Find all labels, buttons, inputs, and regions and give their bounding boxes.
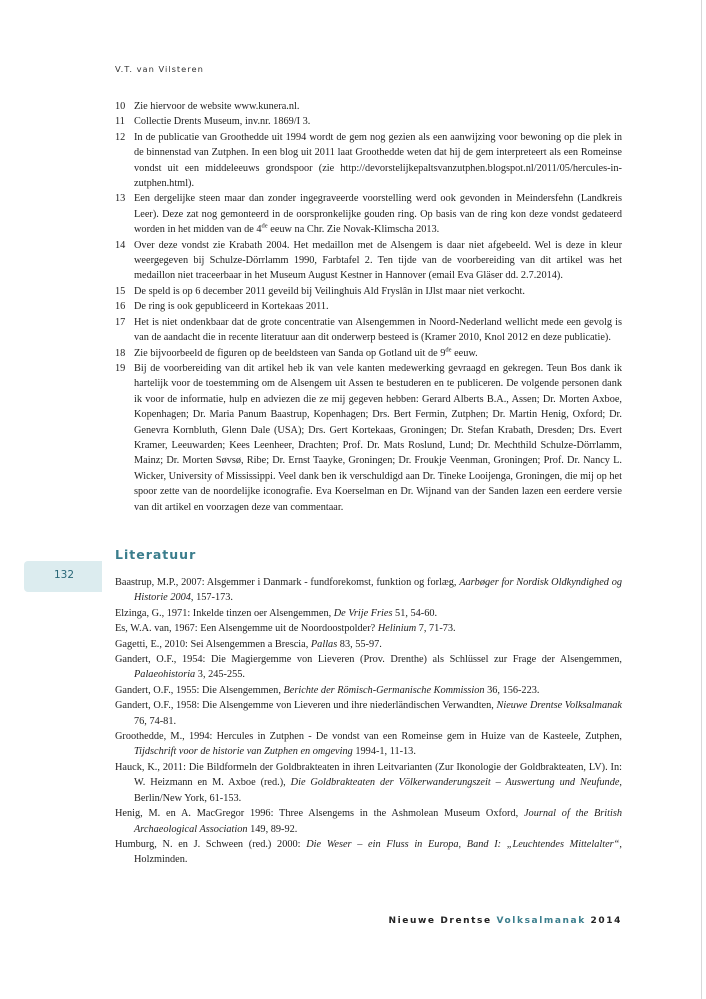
reference-entry (115, 621, 622, 636)
reference-text: 3, 245-255. (195, 669, 245, 681)
endnote-number: 14 (115, 239, 126, 251)
reference-text: Humburg, N. en J. Schween (red.) 2000: (115, 838, 307, 850)
superscript: de (261, 222, 268, 230)
endnote-number: 16 (115, 301, 126, 313)
reference-title: De Vrije Fries (333, 607, 393, 619)
endnote (115, 114, 622, 129)
reference-entry (115, 637, 622, 652)
reference-entry (115, 606, 622, 621)
endnote-text: Zie hiervoor de website www.kunera.nl. (134, 101, 300, 112)
footer-journal-name: Nieuwe Drentse (388, 916, 497, 926)
reference-title: Nieuwe Drentse Volksalmanak (496, 700, 622, 712)
reference-title: Die Weser – ein Fluss in Europa, Band I: „Leuchtendes Mittelalter“ (306, 838, 620, 850)
endnote-text (134, 346, 622, 361)
reference-text: Elzinga, G., 1971: Inkelde tinzen oer Alsengemmen, (115, 607, 334, 619)
reference-text: Gandert, O.F., 1955: Die Alsengemmen, (115, 684, 284, 696)
reference-text: Gagetti, E., 2010: Sei Alsengemmen a Brescia, (115, 638, 311, 650)
reference-text: Gandert, O.F., 1954: Die Magiergemme von Lieveren (Prov. Drenthe) als Schlüssel zur Frage der Alsengemmen, (115, 654, 622, 666)
reference-title: Helinium (377, 623, 417, 635)
reference-text: 51, 54-60. (392, 607, 438, 619)
endnote-number: 10 (115, 101, 126, 112)
endnote (115, 284, 622, 299)
reference-text: 36, 156-223. (484, 684, 540, 696)
endnote-text (134, 191, 622, 237)
page-edge-line (701, 0, 702, 999)
endnote (115, 299, 622, 314)
endnote (115, 99, 622, 114)
reference-title: Berichte der Römisch-Germanische Kommission (283, 684, 485, 696)
reference-text: , 157-173. (190, 592, 233, 604)
reference-text: Henig, M. en A. MacGregor 1996: Three Alsengems in the Ashmolean Museum Oxford, (115, 808, 524, 820)
reference-entry (115, 652, 622, 683)
reference-text: 83, 55-97. (337, 638, 382, 650)
reference-list (115, 575, 622, 868)
page-number: 132 (54, 569, 75, 581)
reference-text: Baastrup, M.P., 2007: Alsgemmer i Danmark - fundforekomst, funktion og forlæg, (115, 577, 460, 588)
reference-title: Tijdschrift voor de historie van Zutphen en omgeving (134, 746, 353, 758)
endnote-number: 12 (115, 131, 126, 143)
endnote-text: In de publicatie van Groothedde uit 1994 wordt de gem nog gezien als een aanwijzing voor bewoning op die plek in de binnenstad van Zutphen. In een blog uit 2011 laat Groothedde weten dat hij de gem interpreteert als een Romeinse vondst uit een middeleeuws grondspoor (zie http://devorstelijkepaltsvanzutphen.blogspot.nl/2011/05/hercules-in-zutphen.html). (134, 131, 622, 190)
reference-text: Gandert, O.F., 1958: Die Alsengemme von Lieveren und ihre niederländischen Verwandten, (115, 700, 497, 712)
endnote (115, 346, 622, 361)
endnote-number: 17 (115, 316, 126, 328)
reference-entry (115, 760, 622, 806)
endnote-text: Collectie Drents Museum, inv.nr. 1869/I 3. (134, 116, 311, 128)
reference-title: Pallas (310, 638, 338, 650)
endnote-text: Het is niet ondenkbaar dat de grote concentratie van Alsengemmen in Noord-Nederland wellicht mede een gevolg is van de aandacht die in recente literatuur aan dit onderwerp besteed is (Kramer 2010, Knol 2012 en deze publicatie). (134, 316, 622, 344)
endnote-text-part: Zie bijvoorbeeld de figuren op de beeldsteen van Sanda op Gotland uit de 9 (134, 347, 446, 359)
reference-entry (115, 837, 622, 868)
journal-footer (388, 916, 622, 926)
endnote-text-part: eeuw na Chr. Zie Novak-Klimscha 2013. (267, 224, 440, 236)
reference-entry (115, 806, 622, 837)
reference-text: 149, 89-92. (247, 823, 298, 835)
footer-journal-accent: Volksalmanak (496, 916, 586, 926)
reference-text: Es, W.A. van, 1967: Een Alsengemme uit de Noordoostpolder? (115, 623, 378, 635)
endnotes-list (115, 99, 622, 515)
superscript: de (445, 346, 452, 354)
reference-entry (115, 683, 622, 698)
endnote-text: Over deze vondst zie Krabath 2004. Het medaillon met de Alsengem is daar niet afgebeeld. Wel is deze in kleur weergegeven bij Schulze-Dörrlamm 1990, Farbtafel 2. Ten tijde van de voorbereiding van dit artikel was het medaillon niet traceerbaar in het Museum August Kestner in Hannover (email Eva Gläser dd. 2.7.2014). (134, 239, 622, 282)
endnote-text: Bij de voorbereiding van dit artikel heb ik van vele kanten medewerking gevraagd en gekregen. Teun Bos dank ik hartelijk voor de toestemming om de Alsengem uit Assen te bestuderen en te publiceren. De volgende personen dank ik voor de informatie, hulp en adviezen die ze mij gegeven hebben: Gerard Alberts B.A., Assen; Dr. Morten Axboe, Kopenhagen; Dr. Maria Panum Baastrup, Kopenhagen; Drs. Bert Fermin, Zutphen; Dr. Martin Henig, Oxford; Dr. Genevra Kornbluth, Glenn Dale (USA); Drs. Gert Kortekaas, Groningen; Dr. Stefan Krabath, Dresden; Drs. Evert Kramer, Leeuwarden; Kees Leenheer, Drachten; Prof. Dr. Mats Roslund, Lund; Dr. Mechthild Schulze-Dörrlamm, Mainz; Dr. Morten Søvsø, Ribe; Dr. Ernst Taayke, Groningen; Dr. Froukje Veenman, Groningen; Prof. Dr. Nancy L. Wicker, University of Mississippi. Veel dank ben ik verschuldigd aan Dr. Tineke Looijenga, Groningen, die mij op het spoor zette van de noordelijke iconografie. Eva Koerselman en Dr. Wijnand van der Sanden lazen een eerdere versie van dit artikel en voorzagen deze van commentaar. (134, 362, 622, 513)
reference-entry (115, 698, 622, 729)
endnote (115, 315, 622, 346)
endnote-number: 19 (115, 362, 126, 374)
literature-heading: Literatuur (115, 547, 197, 562)
reference-entry (115, 575, 622, 606)
reference-text: 1994-1, 11-13. (352, 746, 416, 758)
reference-text: 76, 74-81. (134, 715, 177, 727)
reference-title: Palaeohistoria (134, 669, 196, 681)
endnote (115, 361, 622, 515)
reference-text: Groothedde, M., 1994: Hercules in Zutphen - De vondst van een Romeinse gem in Huize van de Kasteele, Zutphen, (115, 731, 622, 743)
reference-title: Aarbøger for Nordisk Oldkyndighed og Historie 2004 (134, 577, 622, 604)
endnote-text-part: eeuw. (451, 347, 478, 359)
endnote-text: De ring is ook gepubliceerd in Kortekaas 2011. (134, 301, 329, 313)
endnote-number: 15 (115, 285, 126, 297)
reference-title: Journal of the British Archaeological Association (134, 808, 622, 835)
endnote-text-part: Een dergelijke steen maar dan zonder ingegraveerde voorstelling werd ook gevonden in Meindersfehn (Landkreis Leer). Deze zat nog gemonteerd in de oorspronkelijke gouden ring. Op basis van de ring kon deze vondst gedateerd worden in het midden van de 4 (134, 193, 622, 236)
endnote-text: De speld is op 6 december 2011 geveild bij Veilinghuis Ald Fryslân in IJlst maar niet verkocht. (134, 285, 525, 297)
endnote (115, 130, 622, 192)
reference-entry (115, 729, 622, 760)
endnote (115, 238, 622, 284)
reference-text: , Berlin/New York, 61-153. (134, 777, 622, 804)
reference-text: , Holzminden. (134, 838, 622, 866)
endnote-number: 11 (115, 116, 125, 128)
endnote-number: 18 (115, 347, 126, 359)
reference-title: Die Goldbrakteaten der Völkerwanderungszeit – Auswertung und Neufunde (290, 777, 620, 789)
endnote (115, 191, 622, 237)
endnote-number: 13 (115, 193, 126, 205)
running-head: V.T. van Vilsteren (115, 64, 204, 74)
reference-text: Hauck, K., 2011: Die Bildformeln der Goldbrakteaten in ihren Leitvarianten (Zur Ikonologie der Goldbrakteaten, LV). In: W. Heizmann en M. Axboe (red.), (115, 761, 622, 789)
reference-text: 7, 71-73. (416, 623, 456, 635)
footer-year: 2014 (585, 916, 622, 926)
